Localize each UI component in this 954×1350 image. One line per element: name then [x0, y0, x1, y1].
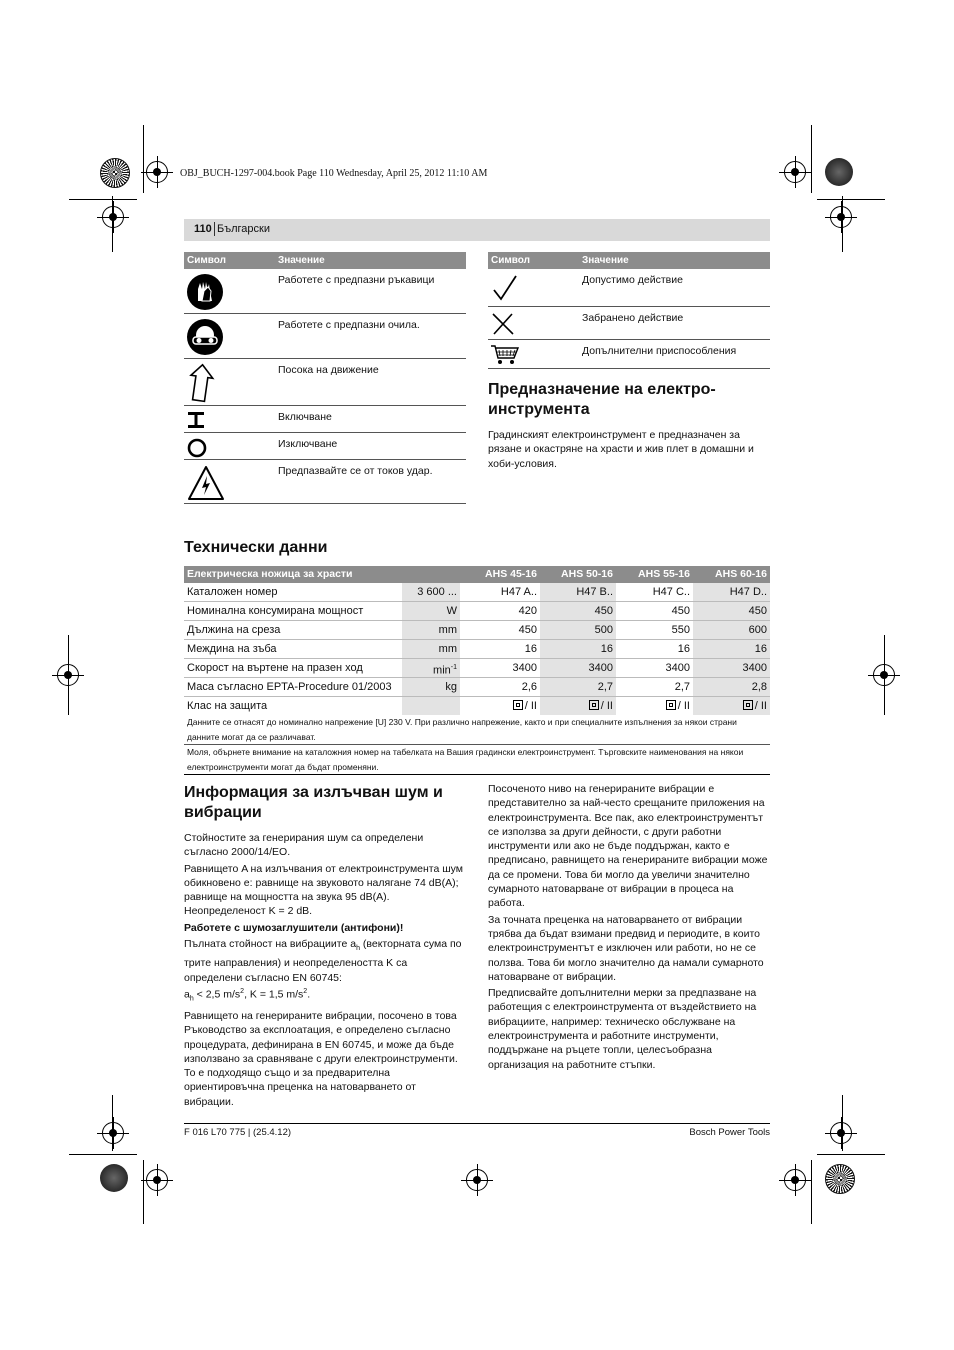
row-value: 3400	[512, 662, 537, 674]
noise-paragraph: Стойностите за генерирания шум са определени съгласно 2000/14/EO.	[184, 832, 424, 859]
symbol-meaning: Посока на движение	[278, 364, 379, 376]
noise-title-line2: вибрации	[184, 804, 262, 821]
tech-table-header	[184, 566, 770, 583]
symbol-table-left	[184, 252, 466, 504]
registration-mark-icon	[146, 1169, 168, 1191]
intended-use-title	[488, 380, 770, 420]
registration-mark-icon	[784, 1169, 806, 1191]
symbol-table-header	[488, 252, 770, 269]
table-row	[184, 678, 770, 697]
row-value: 16	[524, 643, 537, 655]
row-value: 450	[540, 602, 616, 620]
tech-header-model: AHS 50-16	[561, 568, 613, 580]
symbol-row	[488, 269, 770, 307]
shopping-cart-icon	[490, 344, 520, 366]
row-label: Каталожен номер	[187, 586, 278, 598]
tech-data-title: Технически данни	[184, 539, 328, 556]
row-value: H47 A..	[500, 586, 537, 598]
tech-header-product: Електрическа ножица за храсти	[187, 568, 353, 580]
symbol-meaning: Допустимо действие	[582, 274, 683, 286]
note-line: Данните се отнасят до номинално напрежение [U] 230 V. При различно напрежение, както и при специалните изпълнения за някои страни	[187, 717, 737, 727]
row-value: 420	[518, 605, 537, 617]
row-value: / II	[464, 697, 540, 715]
row-value: 3400	[540, 659, 616, 677]
row-unit: mm	[402, 621, 460, 639]
registration-mark-icon	[102, 206, 124, 228]
symbol-row	[184, 406, 466, 433]
registration-mark-icon	[784, 161, 806, 183]
row-value: 3400	[693, 659, 770, 677]
gloves-icon	[186, 273, 224, 311]
row-value: 500	[540, 621, 616, 639]
row-label: Клас на защита	[187, 700, 268, 712]
tech-data-table	[184, 566, 770, 775]
cross-icon	[490, 311, 516, 337]
row-value: H47 B..	[540, 583, 616, 601]
noise-paragraph: Пълната стойност на вибрациите $a_h$ (векторната сума по трите направления) и неопределеността K са определени съгласно EN 60745:	[184, 938, 462, 984]
noise-section-right	[488, 782, 770, 1072]
intended-use-text: Градинският електроинструмент е предназначен за рязане и окастряне на храсти и жив плет в домашни и хоби-условия.	[488, 429, 754, 470]
col-symbol-header: Символ	[187, 255, 226, 266]
page-header	[184, 219, 770, 241]
row-value: 450	[693, 602, 770, 620]
noise-warning: Работете с шумозаглушители (антифони)!	[184, 921, 404, 934]
registration-mark-icon	[146, 161, 168, 183]
tech-note	[184, 715, 770, 745]
row-value: 2,8	[693, 678, 770, 696]
row-unit: W	[402, 602, 460, 620]
symbol-row	[184, 314, 466, 359]
tech-header-model: AHS 55-16	[638, 568, 690, 580]
footer-left: F 016 L70 775 | (25.4.12)	[184, 1127, 292, 1138]
row-label: Скорост на въртене на празен ход	[187, 662, 363, 674]
vibration-paragraph: Предписвайте допълнителни мерки за предпазване на работещия с електроинструмента от въздействието на вибрациите, например: техническо обслужване на електроинструмента и работните инструменти, поддържане на ръцете топли, целесъобразна организация на работните стъпки.	[488, 987, 757, 1071]
goggles-icon	[186, 318, 224, 356]
note-line: Моля, обърнете внимание на каталожния номер на табелката на Вашия градински електроинструмент. Търговските наименования на някои	[187, 747, 744, 757]
symbol-meaning: Допълнителни приспособления	[582, 345, 737, 357]
table-row	[184, 640, 770, 659]
tech-header-model: AHS 60-16	[715, 568, 767, 580]
vibration-values: $a_h < 2,5$ $m/s^2$, K = 1,5 $m/s^2$.	[184, 988, 311, 1003]
symbol-row	[488, 307, 770, 340]
footer-rule	[184, 1123, 770, 1124]
row-value: H47 C..	[652, 586, 690, 598]
row-unit: $\min^{-1}$	[402, 659, 460, 677]
row-value: 450	[671, 605, 690, 617]
protection-class-icon	[589, 700, 599, 710]
noise-title	[184, 783, 466, 823]
row-value: 2,7	[674, 681, 690, 693]
symbol-table-header	[184, 252, 466, 269]
tech-note	[184, 745, 770, 775]
protection-class-icon	[666, 700, 676, 710]
row-value: 550	[671, 624, 690, 636]
row-value: 16	[693, 640, 770, 658]
row-value: 2,7	[540, 678, 616, 696]
table-row	[184, 621, 770, 640]
symbol-meaning: Предпазвайте се от токов удар.	[278, 465, 433, 477]
row-value: 3400	[665, 662, 690, 674]
protection-class-icon	[513, 700, 523, 710]
row-value: 16	[540, 640, 616, 658]
symbol-row	[184, 359, 466, 406]
symbol-meaning: Забранено действие	[582, 312, 684, 324]
color-target-icon	[100, 158, 130, 188]
row-label: Маса съгласно EPTA-Procedure 01/2003	[187, 681, 392, 693]
symbol-row	[488, 340, 770, 369]
footer-right: Bosch Power Tools	[689, 1127, 770, 1138]
direction-arrow-icon	[186, 363, 220, 403]
note-line: електроинструменти могат да бъдат променяни.	[187, 761, 379, 772]
symbol-meaning: Изключване	[278, 438, 338, 450]
row-value: H47 D..	[693, 583, 770, 601]
color-target-icon	[825, 1164, 855, 1194]
row-value: 600	[693, 621, 770, 639]
row-label: Междина на зъба	[187, 643, 277, 655]
page-language: Български	[217, 223, 270, 235]
col-meaning-header: Значение	[582, 255, 629, 266]
row-unit: kg	[402, 678, 460, 696]
symbol-row	[184, 460, 466, 504]
noise-paragraph: Равнището A на излъчвания от електроинструмента шум обикновено е: равнище на звуковото налягане 74 dB(A); равнище на мощността на звука 95 dB(A). Неопределеност K = 2 dB.	[184, 862, 464, 918]
power-on-icon	[186, 410, 208, 430]
symbol-row	[184, 269, 466, 314]
note-line: данните могат да се различават.	[187, 731, 316, 742]
registration-mark-icon	[102, 1122, 124, 1144]
registration-mark-icon	[830, 1122, 852, 1144]
symbol-meaning: Включване	[278, 411, 332, 423]
table-row	[184, 697, 770, 715]
noise-paragraph: Равнището на генерираните вибрации, посочено в това Ръководство за експлоатация, е определено съгласно процедурата, дефинирана в EN 60745, и може да бъде използвано за сравняване с други електроинструменти. То е подходящо също и за предварителна ориентировъчна преценка на натоварването от вибрации.	[184, 1009, 458, 1108]
header-divider	[214, 222, 215, 236]
row-value: / II	[540, 697, 616, 715]
table-row	[184, 583, 770, 602]
intended-use-title-line2: инструмента	[488, 401, 590, 418]
symbol-meaning: Работете с предпазни очила.	[278, 319, 420, 331]
row-value: 16	[677, 643, 690, 655]
protection-class-icon	[743, 700, 753, 710]
noise-section-left	[184, 783, 466, 1109]
vibration-paragraph: За точната преценка на натоварването от вибрации трябва да бъдат взимани предвид и периодите, в които електроинструментът е изключен или работи, но не се ползва. Това би могло значително да намали сумарното натоварване от вибрации.	[488, 913, 764, 983]
col-meaning-header: Значение	[278, 255, 325, 266]
row-value: 2,6	[521, 681, 537, 693]
vibration-paragraph: Посоченото ниво на генерираните вибрации е представително за най-често срещаните приложения на електроинструмента. Все пак, ако електроинструментът се използва за други дейности, с други работни инструменти или ако не бъде поддържан, както е предписано, равнището на генерираните вибрации може да се промени. Това би могло да увеличи значително сумарното натоварване от вибрации в процеса на работа.	[488, 783, 768, 910]
check-icon	[490, 273, 520, 303]
symbol-row	[184, 433, 466, 460]
table-row	[184, 602, 770, 621]
row-unit: mm	[402, 640, 460, 658]
color-patch-icon	[825, 158, 853, 186]
col-symbol-header: Символ	[491, 255, 530, 266]
electric-shock-warning-icon	[186, 464, 226, 502]
registration-mark-icon	[873, 664, 895, 686]
noise-title-line1: Информация за излъчван шум и	[184, 784, 443, 801]
intended-use-title-line1: Предназначение на електро-	[488, 381, 716, 398]
color-patch-icon	[100, 1164, 128, 1192]
row-value: / II	[693, 697, 770, 715]
intended-use-section	[488, 380, 770, 471]
table-row	[184, 659, 770, 678]
row-label: Номинална консумирана мощност	[187, 605, 364, 617]
book-slug-line: OBJ_BUCH-1297-004.book Page 110 Wednesday, April 25, 2012 11:10 AM	[180, 168, 488, 179]
row-label: Дължина на среза	[187, 624, 281, 636]
tech-header-model: AHS 45-16	[485, 568, 537, 580]
page-number: 110	[194, 223, 212, 235]
registration-mark-icon	[466, 1169, 488, 1191]
row-value: 450	[518, 624, 537, 636]
power-off-icon	[186, 437, 208, 459]
row-extra: 3 600 ...	[402, 583, 460, 601]
registration-mark-icon	[830, 206, 852, 228]
symbol-meaning: Работете с предпазни ръкавици	[278, 274, 435, 286]
registration-mark-icon	[57, 664, 79, 686]
symbol-table-right	[488, 252, 770, 369]
row-value: / II	[616, 697, 693, 715]
